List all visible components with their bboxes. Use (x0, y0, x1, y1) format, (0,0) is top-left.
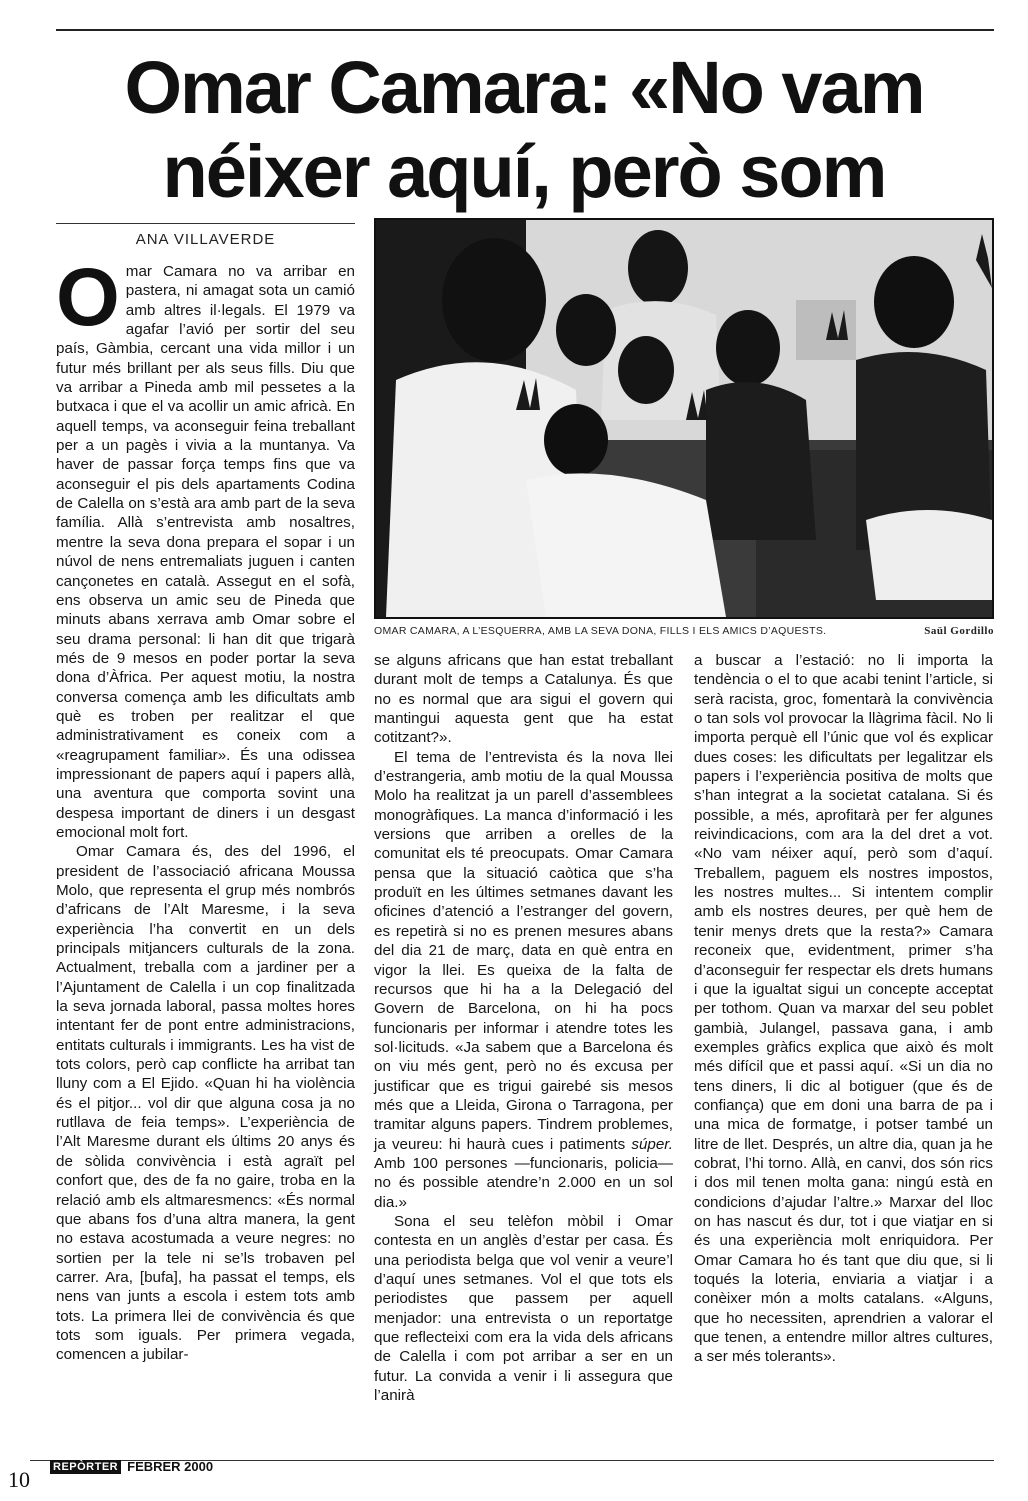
caption-text: OMAR CAMARA, A L’ESQUERRA, AMB LA SEVA DONA, FILLS I ELS AMICS D’AQUESTS. (374, 625, 827, 637)
article-paragraph: Omar Camara és, des del 1996, el president de l’associació africana Moussa Molo, que representa el grup més nombrós d’africans de l’Alt Maresme, i la seva experiència l’ha convertit en un dels principals mitjancers culturals de la zona. Actualment, treballa com a jardiner per a l’Ajuntament de Calella i un cop finalitzada la seva jornada laboral, passa moltes hores intentant fer de pont entre administracions, entitats culturals i immigrants. Les ha vist de tots colors, però cap conflicte ha arribat tan lluny com a El Ejido. «Quan hi ha violència és el pitjor... vol dir que alguna cosa ja no rutllava de feia temps». L’experiència de l’Alt Maresme durant els últims 20 anys és de sòlida convivència i està agraït pel confort que, des de fa no gaire, troba en la relació amb els altmaresmencs: «És normal que abans fos d’una altra manera, la gent no estava acostumada a veure negres: no sortien per la tele ni se’ls trobaven pel carrer. Ara, [bufa], ha passat el temps, els nens van junts a escola i estem tots amb tots. La primera llei de convivència és que tots som iguals. Per primera vegada, comencen a jubilar- (56, 843, 355, 1364)
article-paragraph: a buscar a l’estació: no li importa la tendència o el to que acabi tenint l’article, si serà racista, groc, fomentarà la convivència o tan sols vol provocar la llàgrima fàcil. No li importa perquè ell l’únic que vol és explicar dues coses: les dificultats per legalitzar els papers i l’experiència positiva de molts que s’han integrat a la societat catalana. Si és possible, a més, aprofitarà per fer algunes reivindicacions, com ara la del dret a vot. «No vam néixer aquí, però som d’aquí. Treballem, paguem els nostres impostos, les nostres multes... Si intentem complir amb els nostres deures, per què hem de tenir menys drets que la resta?» Camara reconeix que, evidentment, primer s’ha d’aconseguir fer respectar els drets humans i que la igualtat sigui un concepte acceptat per tothom. Quan va marxar del seu poblet gambià, Julangel, passava gana, i amb exemples gràfics explica que això és molt més difícil que et passi aquí. «Si un dia no tens diners, li dic al botiguer (que és de confiança) que em doni una barra de pa i una mica de formatge, i potser també un litre de llet. Després, un altre dia, quan ja he cobrat, l’hi torno. Allà, en canvi, dos són rics i dos mil tenen molta gana: ningú està en condicions d’ajudar l’altre.» Marxar del lloc on has nascut és dur, tot i que viatjar en si és una experiència molt enriquidora. Per Omar Camara ho és tant que diu que, si li toqués la loteria, enviaria a viatjar i a conèixer món a molts catalans. «Alguns, que ho necessiten, aprendrien a valorar el que tenen, a entendre millor altres cultures, a ser més tolerants». (694, 652, 993, 1366)
headline-line-2: néixer aquí, però som (162, 130, 886, 213)
photo-caption (374, 625, 994, 637)
article-paragraph: Sona el seu telèfon mòbil i Omar contesta en un anglès d’estar per casa. És una periodista belga que vol venir a veure’l d’aquí unes setmanes. Vol el que tots els periodistes que passem per aquell menjador: una entrevista o un reportatge que reflecteixi com era la vida dels africans de Calella i com pot arribar a ser en un futur. La convida a venir i li assegura que l’anirà (374, 1212, 673, 1405)
paragraph-text: mar Camara no va arribar en pastera, ni amagat sota un camió amb altres il·legals. El 1979 va agafar l’avió per sortir del seu país, Gàmbia, cercant una vida millor i un futur més brillant per als seus fills. Diu que va arribar a Pineda amb mil pessetes a la butxaca i que el va acollir un amic africà. En aquell temps, va aconseguir feina treballant per a un pagès i vivia a la muntanya. Va haver de passar força temps fins que va aconseguir el pis dels apartaments Codina de Calella on s’està ara amb part de la seva família. Allà s’entrevista amb nosaltres, mentre la seva dona prepara el sopar i un núvol de nens entremaliats juguen i canten cançonetes en català. Assegut en el sofà, ens observa un amic seu de Pineda que minuts abans xerrava amb Omar sobre el seu drama personal: li han dit que trigarà més de 9 mesos en poder portar la seva dona d’Àfrica. Per aquest motiu, la nostra conversa comença amb les dificultats amb què es troben per realitzar el que administrativament es coneix com a «reagrupament familiar». És una odissea impressionant de papers aquí i papers allà, una aventura que comporta sovint una despesa important de diners i un desgast emocional molt fort. (56, 263, 355, 841)
article-column-3 (694, 651, 993, 1367)
article-paragraph (56, 252, 355, 842)
photo-image (376, 220, 992, 617)
issue-date: FEBRER 2000 (127, 1459, 214, 1474)
article-column-1 (56, 252, 355, 1365)
photo-credit: Saül Gordillo (924, 625, 994, 637)
page-number: 10 (8, 1467, 30, 1492)
article-photo (374, 218, 994, 619)
paragraph-text: Amb 100 persones —funcionaris, policia— no és possible atendre’n 2.000 en un sol dia.» (374, 1154, 673, 1211)
emphasis-text: súper. (631, 1135, 673, 1153)
byline: ANA VILLAVERDE (135, 231, 276, 248)
article-paragraph: se alguns africans que han estat treballant durant molt de temps a Catalunya. És que no es normal que ara sigui el govern qui mantingui aquesta gent que ha estat cotitzant?». (374, 652, 673, 747)
paragraph-text: El tema de l’entrevista és la nova llei d’estrangeria, amb motiu de la qual Moussa Molo ha realitzat ja un parell d’assemblees monogràfiques. La manca d’informació i les versions que arriben a orelles de la comunitat els té preocupats. Omar Camara pensa que la situació caòtica que s’ha produït en les últimes setmanes davant les oficines d’atenció a l’estranger del govern, es repetirà si no es prenen mesures abans del dia 21 de març, data en què entra en vigor la llei. Es queixa de la falta de recursos que hi ha a la Delegació del Govern de Barcelona, on hi ha pocs funcionaris per informar i atendre totes les sol·licituds. «Ja sabem que a Barcelona és on viu més gent, però no és excusa per justificar que es trigui gairebé sis mesos més que a Lleida, Girona o Tarragona, per tramitar alguns papers. Tindrem problemes, ja veureu: hi haurà cues i patiments (374, 748, 673, 1153)
article-paragraph (374, 748, 673, 1212)
top-rule (56, 29, 994, 31)
article-column-2 (374, 651, 673, 1405)
dropcap: O (56, 252, 120, 343)
byline-rule (56, 223, 355, 224)
headline-line-1: Omar Camara: «No vam (124, 46, 924, 129)
footer (50, 1459, 213, 1474)
magazine-logo: REPÒRTER (50, 1460, 121, 1474)
